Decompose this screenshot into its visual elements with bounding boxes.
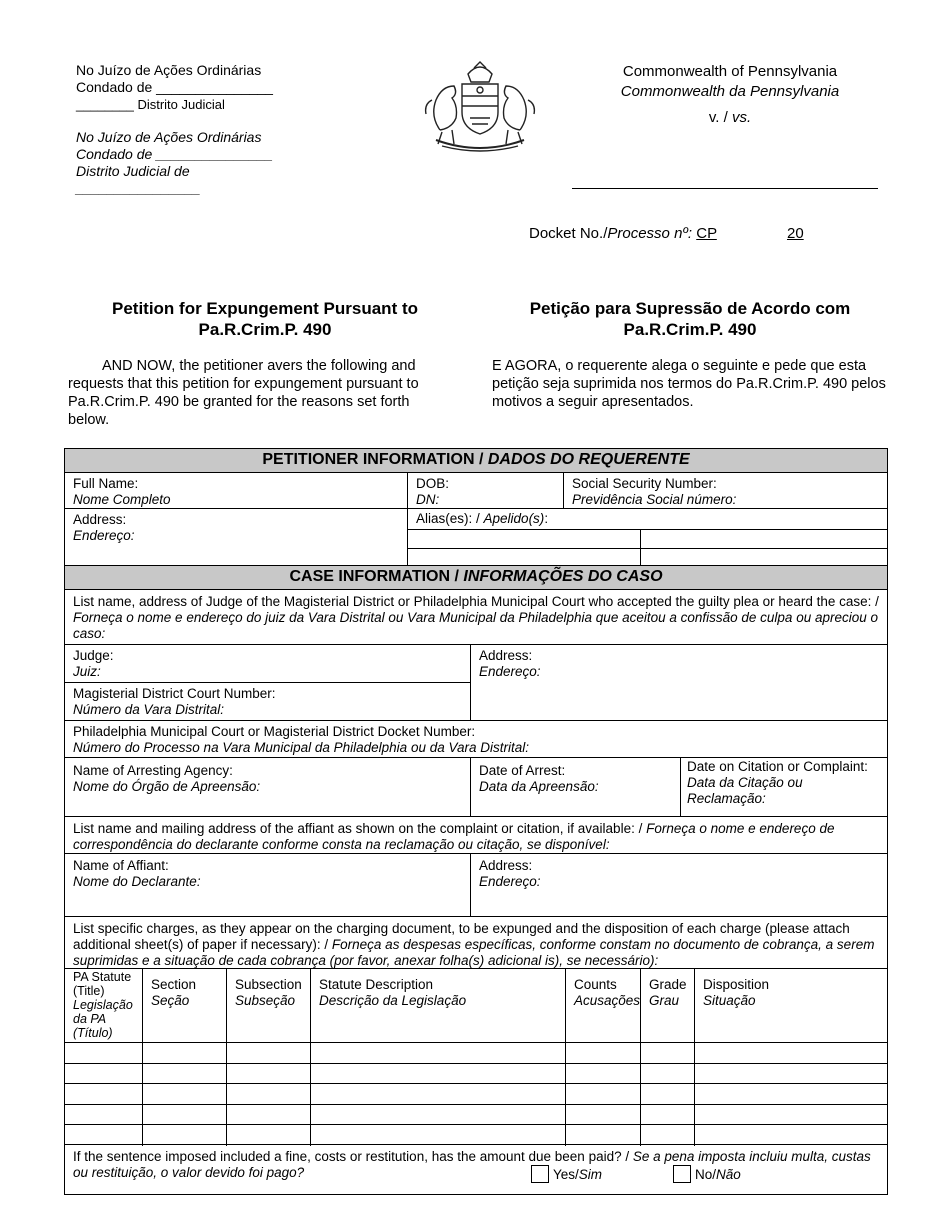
paid-yes-option[interactable] <box>531 1165 602 1183</box>
col-4-pt: Acusações <box>574 993 641 1008</box>
petitioner-band-en: PETITIONER INFORMATION / <box>262 451 484 468</box>
court-line-en-3: ________ Distrito Judicial <box>76 97 225 112</box>
affiant-name-field[interactable] <box>65 854 470 916</box>
phila-docket-field[interactable] <box>65 721 887 758</box>
charge-cell[interactable] <box>65 1125 142 1146</box>
citation-date-field[interactable] <box>680 758 887 816</box>
expungement-form <box>64 448 888 1195</box>
arresting-agency-field[interactable] <box>65 758 470 816</box>
judge-instruction-pt: Forneça o nome e endereço do juiz da Vara Distrital ou Vara Municipal da Philadelphia que aceitou a confissão de culpa ou apreciou o caso: <box>73 610 879 641</box>
charge-cell[interactable] <box>142 1125 227 1146</box>
court-line-en-2: Condado de _______________ <box>76 79 273 95</box>
judge-address-label-pt: Endereço: <box>479 664 541 679</box>
column-header-section <box>142 969 226 1042</box>
arrest-date-label-pt: Data da Apreensão: <box>479 779 599 794</box>
case-band-en: CASE INFORMATION / <box>289 568 459 585</box>
column-header-statute-description <box>310 969 565 1042</box>
judge-row <box>65 645 887 721</box>
full-name-label-pt: Nome Completo <box>73 492 171 507</box>
charge-cell[interactable] <box>640 1084 695 1105</box>
address-label-pt: Endereço: <box>73 528 135 543</box>
col-2-pt: Subseção <box>235 993 296 1008</box>
charge-cell[interactable] <box>226 1064 311 1085</box>
court-line-pt-1: No Juízo de Ações Ordinárias <box>76 129 262 145</box>
judge-label-pt: Juiz: <box>73 664 101 679</box>
column-header-grade <box>640 969 694 1042</box>
charge-cell[interactable] <box>65 1105 142 1126</box>
case-band-pt: INFORMAÇÕES DO CASO <box>463 568 663 585</box>
alias-label-pt: Apelido(s) <box>483 511 545 526</box>
full-name-field[interactable] <box>65 473 407 508</box>
intro-paragraph-pt: E AGORA, o requerente alega o seguinte e pede que esta petição seja suprimida nos termos do Pa.R.Crim.P. 490 pelos motivos a seguir apresentados. <box>492 358 886 410</box>
charge-cell[interactable] <box>226 1125 311 1146</box>
alias-field[interactable] <box>407 509 887 565</box>
affiant-instruction-pt: Forneça o nome e endereço de correspondência do declarante conforme consta na reclamação ou citação, se disponível: <box>73 821 835 852</box>
affiant-address-label-pt: Endereço: <box>479 874 541 889</box>
judge-instruction-en: List name, address of Judge of the Magisterial District or Philadelphia Municipal Court who accepted the guilty plea or heard the case: / <box>73 594 879 609</box>
citation-date-label-en: Date on Citation or Complaint: <box>687 759 868 774</box>
col-2-en: Subsection <box>235 977 302 992</box>
commonwealth-en: Commonwealth of Pennsylvania <box>622 63 838 80</box>
charge-cell[interactable] <box>565 1043 641 1064</box>
charge-cell[interactable] <box>310 1125 566 1146</box>
commonwealth-pt: Commonwealth da Pennsylvania <box>620 83 840 100</box>
col-5-pt: Grau <box>649 993 680 1008</box>
petitioner-band-pt: DADOS DO REQUERENTE <box>487 451 690 468</box>
charge-row <box>65 1104 887 1126</box>
charge-rows <box>65 1042 887 1144</box>
col-3-pt: Descrição da Legislação <box>319 993 467 1008</box>
col-0-pt: Legislação da PA (Título) <box>73 998 133 1040</box>
mdc-label-en: Magisterial District Court Number: <box>73 686 276 701</box>
charge-cell[interactable] <box>694 1105 887 1126</box>
docket-label-en: Docket No./ <box>529 225 608 242</box>
no-label-en: No/ <box>695 1167 717 1182</box>
charge-row <box>65 1083 887 1105</box>
docket-cp-field[interactable]: CP <box>696 225 717 242</box>
charge-cell[interactable] <box>142 1064 227 1085</box>
col-0-en: PA Statute (Title) <box>73 970 132 998</box>
court-line-pt-4: ________________ <box>76 180 201 196</box>
address-label-en: Address: <box>73 512 127 527</box>
defendant-name-line[interactable] <box>572 188 878 189</box>
arrest-date-field[interactable] <box>470 758 680 816</box>
charge-row <box>65 1124 887 1146</box>
charge-cell[interactable] <box>640 1064 695 1085</box>
judge-field[interactable] <box>65 645 470 683</box>
phila-docket-label-pt: Número do Processo na Vara Municipal da Philadelphia ou da Vara Distrital: <box>73 740 529 755</box>
docket-label-pt: Processo nº: <box>607 225 693 242</box>
col-1-pt: Seção <box>151 993 190 1008</box>
charge-cell[interactable] <box>226 1084 311 1105</box>
charge-row <box>65 1063 887 1085</box>
full-name-label-en: Full Name: <box>73 476 139 491</box>
charge-cell[interactable] <box>65 1043 142 1064</box>
judge-address-field[interactable] <box>470 645 887 720</box>
versus-en: v. / <box>708 109 728 126</box>
judge-label-en: Judge: <box>73 648 114 663</box>
affiant-name-label-en: Name of Affiant: <box>73 858 169 873</box>
mdc-label-pt: Número da Vara Distrital: <box>73 702 225 717</box>
charge-cell[interactable] <box>694 1043 887 1064</box>
charge-cell[interactable] <box>565 1125 641 1146</box>
affiant-address-field[interactable] <box>470 854 887 916</box>
charges-instruction-en: List specific charges, as they appear on the charging document, to be expunged and the disposition of each charge (please attach additional sheet(s) of paper if necessary): / <box>73 921 850 952</box>
affiant-instruction <box>65 817 887 854</box>
case-section-header <box>65 566 887 590</box>
arrest-row <box>65 758 887 817</box>
charge-cell[interactable] <box>142 1105 227 1126</box>
intro-paragraph-en: AND NOW, the petitioner avers the following and requests that this petition for expungement pursuant to Pa.R.Crim.P. 490 be granted for the reasons set forth below. <box>68 358 419 428</box>
page-title-pt <box>490 298 890 340</box>
col-5-en: Grade <box>649 977 687 992</box>
judge-address-label-en: Address: <box>479 648 533 663</box>
column-header-subsection <box>226 969 310 1042</box>
title-pt-line-2: Pa.R.Crim.P. 490 <box>623 320 757 339</box>
charge-cell[interactable] <box>226 1043 311 1064</box>
court-line-en-1: No Juízo de Ações Ordinárias <box>76 62 262 78</box>
col-1-en: Section <box>151 977 197 992</box>
charge-cell[interactable] <box>65 1084 142 1105</box>
yes-label-pt: Sim <box>578 1167 603 1182</box>
phila-docket-label-en: Philadelphia Municipal Court or Magisterial District Docket Number: <box>73 724 476 739</box>
versus-label <box>600 108 860 128</box>
payment-question-en: If the sentence imposed included a fine, costs or restitution, has the amount due been paid? / <box>73 1149 630 1164</box>
charge-row <box>65 1042 887 1064</box>
affiant-address-label-en: Address: <box>479 858 533 873</box>
petitioner-row-2 <box>65 509 887 566</box>
yes-label-en: Yes/ <box>553 1167 579 1182</box>
court-header-left <box>76 62 316 197</box>
versus-pt: vs. <box>731 109 752 126</box>
title-en-line-1: Petition for Expungement Pursuant to <box>111 299 418 318</box>
charge-cell[interactable] <box>565 1064 641 1085</box>
charge-cell[interactable] <box>142 1043 227 1064</box>
column-header-counts <box>565 969 640 1042</box>
charge-cell[interactable] <box>226 1105 311 1126</box>
col-3-en: Statute Description <box>319 977 434 992</box>
citation-date-label-pt: Data da Citação ou Reclamação: <box>687 775 803 806</box>
ssn-label-en: Social Security Number: <box>572 476 717 491</box>
arrest-date-label-en: Date of Arrest: <box>479 763 566 778</box>
charges-instruction-pt: Forneça as despesas específicas, conforme constam no documento de cobrança, a serem suprimidas e a situação de cada cobrança (por favor, anexar folha(s) adicional is), se necessário): <box>73 937 875 968</box>
alias-label <box>408 509 887 529</box>
charge-cell[interactable] <box>565 1105 641 1126</box>
payment-question-pt: Se a pena imposta incluiu multa, custas ou restituição, o valor devido foi pago? <box>73 1149 871 1180</box>
petitioner-section-header <box>65 449 887 473</box>
court-line-pt-3: Distrito Judicial de <box>76 163 190 179</box>
charges-instruction <box>65 917 887 969</box>
affiant-instruction-en: List name and mailing address of the affiant as shown on the complaint or citation, if available: / <box>73 821 643 836</box>
no-checkbox[interactable] <box>673 1165 691 1183</box>
charge-cell[interactable] <box>65 1064 142 1085</box>
dob-label-en: DOB: <box>416 476 450 491</box>
payment-question <box>65 1145 887 1194</box>
yes-checkbox[interactable] <box>531 1165 549 1183</box>
charge-cell[interactable] <box>640 1125 695 1146</box>
commonwealth-header <box>600 62 860 128</box>
col-6-en: Disposition <box>703 977 770 992</box>
charge-cell[interactable] <box>640 1105 695 1126</box>
charge-cell[interactable] <box>142 1084 227 1105</box>
ssn-field[interactable] <box>563 473 887 508</box>
no-label-pt: Não <box>716 1167 741 1182</box>
ssn-label-pt: Previdência Social número: <box>572 492 737 507</box>
alias-label-en: Alias(es): / <box>416 511 480 526</box>
docket-year-field[interactable]: 20 <box>786 225 804 242</box>
charge-cell[interactable] <box>310 1043 566 1064</box>
dob-field[interactable] <box>407 473 563 508</box>
column-header-pa-statute <box>65 969 142 1042</box>
charge-cell[interactable] <box>694 1125 887 1146</box>
col-4-en: Counts <box>574 977 617 992</box>
title-pt-line-1: Petição para Supressão de Acordo com <box>529 299 851 318</box>
pennsylvania-coat-of-arms-icon <box>412 60 548 152</box>
affiant-name-label-pt: Nome do Declarante: <box>73 874 201 889</box>
agency-label-pt: Nome do Órgão de Apreensão: <box>73 779 261 794</box>
judge-instruction <box>65 590 887 645</box>
charge-cell[interactable] <box>640 1043 695 1064</box>
col-6-pt: Situação <box>703 993 756 1008</box>
charge-cell[interactable] <box>565 1084 641 1105</box>
docket-number <box>529 225 804 242</box>
paid-no-option[interactable] <box>673 1165 741 1183</box>
affiant-row <box>65 854 887 917</box>
charge-cell[interactable] <box>310 1105 566 1126</box>
address-field[interactable] <box>65 509 407 565</box>
page-title-en <box>70 298 460 340</box>
petitioner-row-1 <box>65 473 887 509</box>
agency-label-en: Name of Arresting Agency: <box>73 763 233 778</box>
dob-label-pt: DN: <box>416 492 440 507</box>
mdc-number-field[interactable] <box>65 683 470 720</box>
charge-cell[interactable] <box>694 1084 887 1105</box>
charge-cell[interactable] <box>310 1064 566 1085</box>
title-en-line-2: Pa.R.Crim.P. 490 <box>198 320 332 339</box>
column-header-disposition <box>694 969 887 1042</box>
charge-cell[interactable] <box>310 1084 566 1105</box>
alias-colon: : <box>544 511 549 526</box>
charge-cell[interactable] <box>694 1064 887 1085</box>
charges-table <box>65 969 887 1145</box>
court-line-pt-2: Condado de _______________ <box>76 146 273 162</box>
